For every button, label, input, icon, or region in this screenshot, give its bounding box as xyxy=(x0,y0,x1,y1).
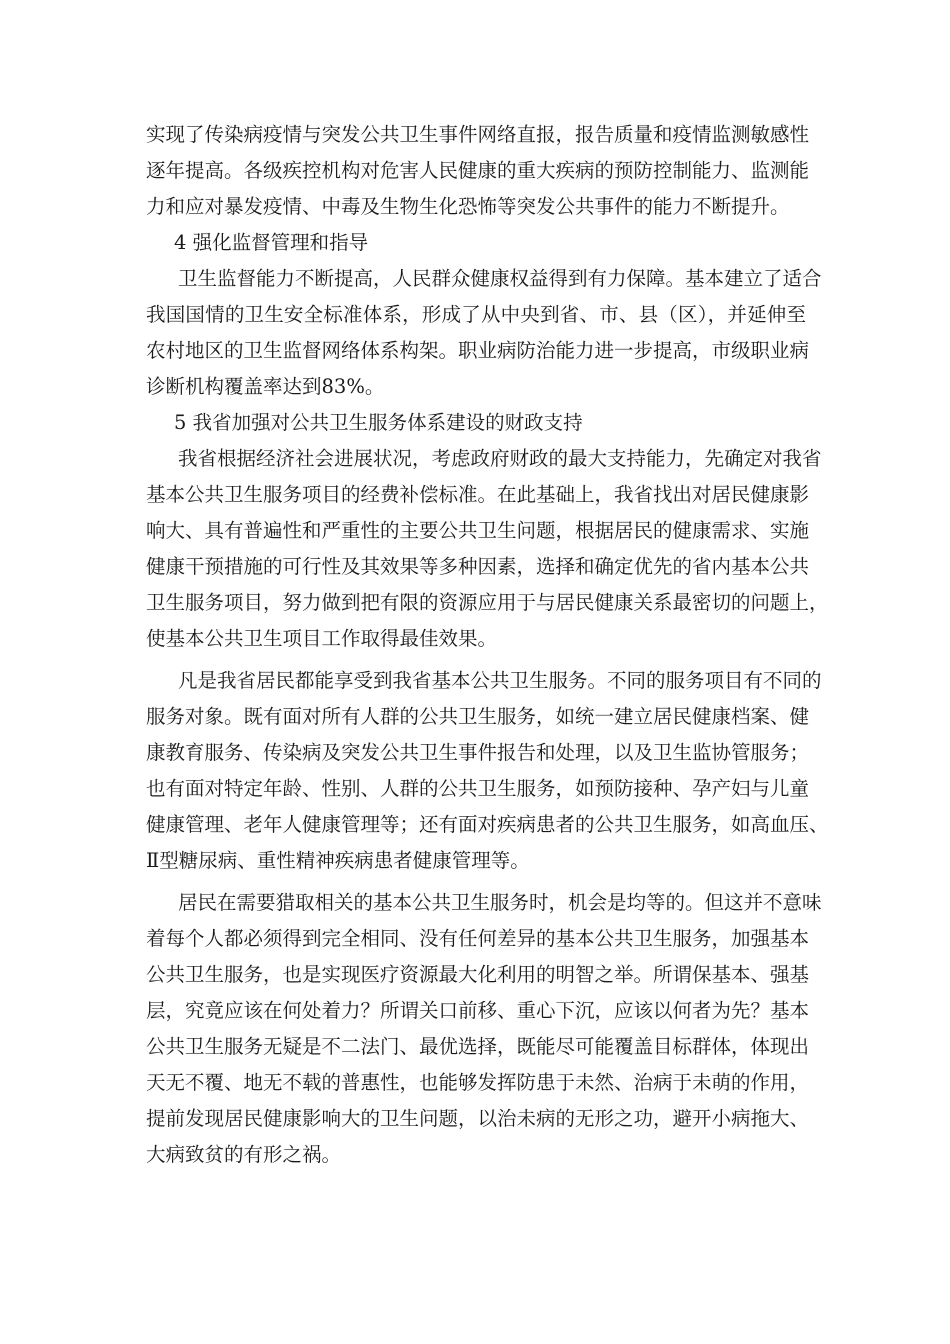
text-line: 农村地区的卫生监督网络体系构架。职业病防治能力进一步提高，市级职业病 xyxy=(146,339,810,362)
text-line: 实现了传染病疫情与突发公共卫生事件网络直报，报告质量和疫情监测敏感性 xyxy=(146,123,810,146)
text-line: 公共卫生服务无疑是不二法门、最优选择，既能尽可能覆盖目标群体，体现出 xyxy=(146,1035,810,1058)
text-line: 健康管理、老年人健康管理等；还有面对疾病患者的公共卫生服务，如高血压、 xyxy=(146,813,829,836)
text-line: 我国国情的卫生安全标准体系，形成了从中央到省、市、县（区），并延伸至 xyxy=(146,303,806,326)
paragraph xyxy=(146,663,829,879)
text-line: 逐年提高。各级疾控机构对危害人民健康的重大疾病的预防控制能力、监测能 xyxy=(146,159,810,182)
text-line: 卫生监督能力不断提高，人民群众健康权益得到有力保障。基本建立了适合 xyxy=(178,267,822,290)
paragraph xyxy=(146,117,810,225)
paragraph xyxy=(146,885,822,1173)
text-line: 康教育服务、传染病及突发公共卫生事件报告和处理，以及卫生监协管服务； xyxy=(146,741,810,764)
text-line: 响大、具有普遍性和严重性的主要公共卫生问题，根据居民的健康需求、实施 xyxy=(146,519,810,542)
section-heading: 5 我省加强对公共卫生服务体系建设的财政支持 xyxy=(174,411,583,434)
text-line: 提前发现居民健康影响大的卫生问题，以治未病的无形之功，避开小病拖大、 xyxy=(146,1107,810,1130)
text-line: 天无不覆、地无不载的普惠性，也能够发挥防患于未然、治病于未萌的作用， xyxy=(146,1071,810,1094)
text-line: 也有面对特定年龄、性别、人群的公共卫生服务，如预防接种、孕产妇与儿童 xyxy=(146,777,810,800)
text-line: Ⅱ型糖尿病、重性精神疾病患者健康管理等。 xyxy=(146,849,530,872)
text-line: 卫生服务项目，努力做到把有限的资源应用于与居民健康关系最密切的问题上， xyxy=(146,591,829,614)
document-body xyxy=(146,117,829,1173)
text-line: 我省根据经济社会进展状况，考虑政府财政的最大支持能力，先确定对我省 xyxy=(178,447,822,470)
text-line: 大病致贫的有形之祸。 xyxy=(146,1143,342,1166)
text-line: 服务对象。既有面对所有人群的公共卫生服务，如统一建立居民健康档案、健 xyxy=(146,705,810,728)
text-line: 力和应对暴发疫情、中毒及生物生化恐怖等突发公共事件的能力不断提升。 xyxy=(146,195,790,218)
text-line: 健康干预措施的可行性及其效果等多种因素，选择和确定优先的省内基本公共 xyxy=(146,555,810,578)
paragraph xyxy=(146,441,829,657)
section-heading: 4 强化监督管理和指导 xyxy=(174,231,369,254)
text-line: 使基本公共卫生项目工作取得最佳效果。 xyxy=(146,627,498,650)
text-line: 着每个人都必须得到完全相同、没有任何差异的基本公共卫生服务，加强基本 xyxy=(146,927,810,950)
text-line: 诊断机构覆盖率达到83%。 xyxy=(146,375,385,398)
text-line: 层，究竟应该在何处着力？所谓关口前移、重心下沉，应该以何者为先？基本 xyxy=(146,999,810,1022)
text-line: 公共卫生服务，也是实现医疗资源最大化利用的明智之举。所谓保基本、强基 xyxy=(146,963,810,986)
text-line: 居民在需要猎取相关的基本公共卫生服务时，机会是均等的。但这并不意味 xyxy=(178,891,822,914)
paragraph xyxy=(146,261,822,405)
text-line: 基本公共卫生服务项目的经费补偿标准。在此基础上，我省找出对居民健康影 xyxy=(146,483,810,506)
text-line: 凡是我省居民都能享受到我省基本公共卫生服务。不同的服务项目有不同的 xyxy=(178,669,822,692)
